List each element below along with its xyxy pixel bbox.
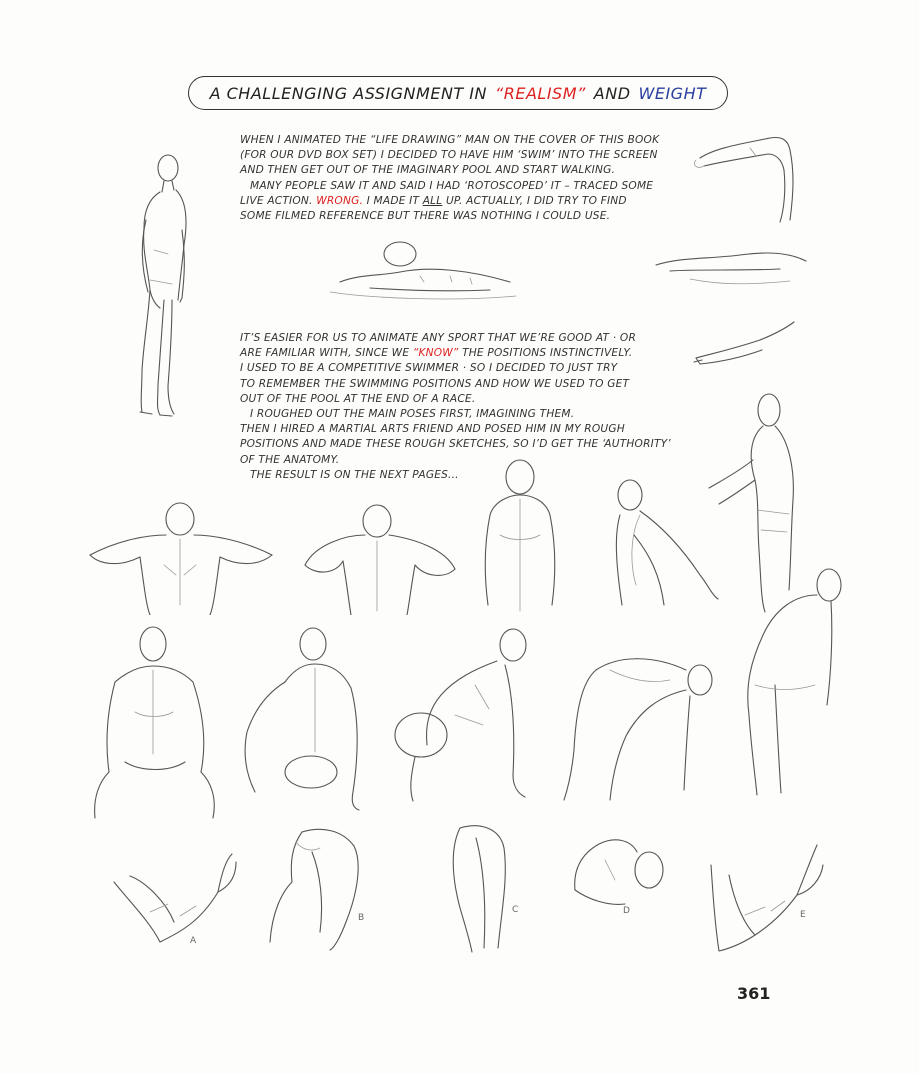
arm-study-e-sketch	[705, 835, 825, 955]
back-pose-sketch-1	[80, 495, 280, 615]
standing-figure-sketch	[120, 150, 200, 420]
banner-and: AND	[593, 83, 631, 103]
notes-line: WHEN I ANIMATED THE “LIFE DRAWING” MAN ON THE COVER OF THIS BOOK	[240, 134, 660, 146]
banner-realism: “REALISM”	[494, 83, 586, 103]
label-d: D	[623, 906, 630, 916]
back-pose-sketch-3	[470, 455, 570, 615]
notes-text: THE POSITIONS INSTINCTIVELY.	[462, 347, 633, 360]
notes-text: ARE FAMILIAR WITH, SINCE WE	[240, 347, 410, 360]
notes-know: “KNOW”	[412, 347, 459, 360]
arm-study-b-sketch	[262, 822, 367, 952]
notes-line: AND THEN GET OUT OF THE IMAGINARY POOL AND START WALKING.	[240, 164, 616, 177]
crouching-sketch-2	[385, 625, 540, 805]
notes-line: IT’S EASIER FOR US TO ANIMATE ANY SPORT THAT WE’RE GOOD AT · OR	[240, 332, 637, 344]
notes-line: I ROUGHED OUT THE MAIN POSES FIRST, IMAGINING THEM.	[250, 408, 575, 421]
seated-front-sketch	[85, 622, 225, 822]
banner-weight: WEIGHT	[638, 83, 707, 103]
label-a: A	[190, 936, 197, 946]
crouching-sketch-1	[235, 622, 375, 812]
notes-line: SOME FILMED REFERENCE BUT THERE WAS NOTHING I COULD USE.	[240, 210, 611, 223]
bent-standing-sketch	[735, 565, 850, 800]
notes-line: (FOR OUR DVD BOX SET) I DECIDED TO HAVE HIM ‘SWIM’ INTO THE SCREEN	[240, 149, 658, 162]
label-b: B	[358, 913, 365, 923]
label-e: E	[800, 910, 806, 920]
notes-line: I USED TO BE A COMPETITIVE SWIMMER · SO I DECIDED TO JUST TRY	[240, 362, 618, 375]
notes-text: UP. ACTUALLY, I DID TRY TO FIND	[445, 194, 627, 207]
notes-all: ALL	[422, 194, 443, 207]
arm-reaching-sketch	[690, 130, 810, 225]
banner-prefix: A CHALLENGING ASSIGNMENT IN	[209, 83, 487, 103]
notes-line: THE RESULT IS ON THE NEXT PAGES...	[250, 468, 459, 481]
title-banner	[188, 76, 728, 110]
page-number: 361	[737, 984, 771, 1003]
notes-text: LIVE ACTION.	[240, 194, 313, 207]
notes-line	[240, 346, 670, 361]
notes-line	[240, 194, 670, 209]
label-c: C	[512, 905, 519, 915]
arm-study-d-sketch	[565, 830, 670, 915]
handwritten-notes-intro	[240, 133, 670, 224]
arm-study-c-sketch	[440, 818, 520, 953]
hand-sketch	[690, 318, 800, 373]
handwritten-notes-method	[240, 331, 670, 483]
bending-over-sketch	[560, 640, 720, 805]
notes-text: I MADE IT	[366, 194, 420, 207]
notes-line: TO REMEMBER THE SWIMMING POSITIONS AND HOW WE USED TO GET	[240, 377, 630, 390]
swimmer-arm-sketch	[650, 235, 810, 295]
back-pose-sketch-2	[285, 495, 465, 615]
notes-line: THEN I HIRED A MARTIAL ARTS FRIEND AND POSED HIM IN MY ROUGH	[240, 423, 625, 436]
notes-line: POSITIONS AND MADE THESE ROUGH SKETCHES, SO I’D GET THE ‘AUTHORITY’	[240, 438, 671, 451]
notes-line: OUT OF THE POOL AT THE END OF A RACE.	[240, 392, 476, 405]
arm-study-a-sketch	[110, 842, 240, 947]
notes-line: MANY PEOPLE SAW IT AND SAID I HAD ‘ROTOSCOPED’ IT – TRACED SOME	[250, 179, 654, 192]
swimmer-sketch	[320, 232, 520, 312]
notes-wrong: WRONG.	[316, 194, 364, 207]
notes-line: OF THE ANATOMY.	[240, 453, 340, 466]
